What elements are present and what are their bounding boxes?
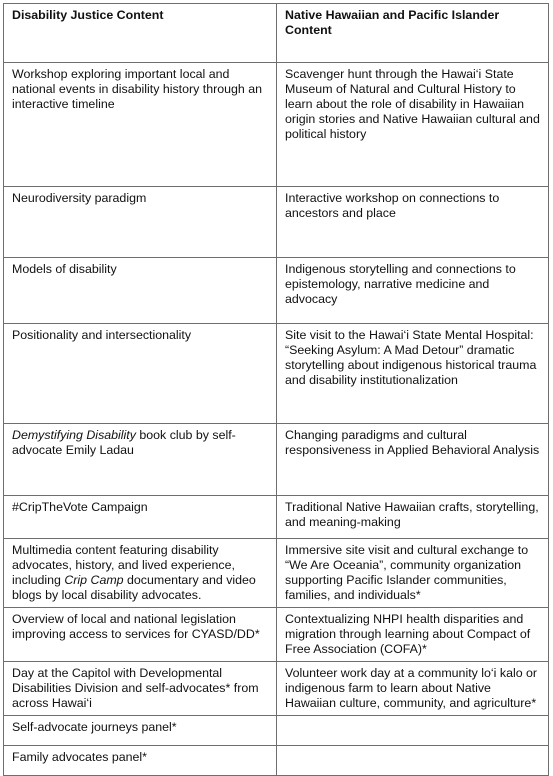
table-row	[4, 63, 549, 187]
table-row	[4, 187, 549, 258]
cell-disability-justice: Day at the Capitol with Developmental Disabilities Division and self-advocates* from across Hawai‘i	[4, 662, 277, 716]
cell-nhpi: Immersive site visit and cultural exchange to “We Are Oceania”, community organization supporting Pacific Islander communities, families, and individuals*	[277, 539, 549, 608]
cell-disability-justice: Self-advocate journeys panel*	[4, 716, 277, 746]
cell-disability-justice: Positionality and intersectionality	[4, 324, 277, 424]
table-row	[4, 424, 549, 496]
cell-nhpi: Site visit to the Hawai‘i State Mental Hospital: “Seeking Asylum: A Mad Detour” dramatic storytelling about indigenous historical trauma and disability institutionalization	[277, 324, 549, 424]
table-row	[4, 662, 549, 716]
cell-text: book club by self-advocate Emily Ladau	[12, 428, 236, 457]
table-row	[4, 716, 549, 746]
cell-text: documentary and video blogs by local disability advocates.	[12, 573, 256, 602]
cell-disability-justice: #CripTheVote Campaign	[4, 496, 277, 539]
cell-nhpi: Scavenger hunt through the Hawai‘i State Museum of Natural and Cultural History to learn about the role of disability in Hawaiian origin stories and Native Hawaiian cultural and political history	[277, 63, 549, 187]
cell-disability-justice: Workshop exploring important local and national events in disability history through an interactive timeline	[4, 63, 277, 187]
cell-disability-justice	[4, 424, 277, 496]
film-title: Crip Camp	[64, 573, 124, 587]
header-nhpi: Native Hawaiian and Pacific Islander Content	[277, 4, 549, 63]
header-disability-justice: Disability Justice Content	[4, 4, 277, 63]
table-row	[4, 324, 549, 424]
content-table	[3, 3, 549, 776]
cell-nhpi: Contextualizing NHPI health disparities and migration through learning about Compact of Free Association (COFA)*	[277, 608, 549, 662]
cell-disability-justice: Models of disability	[4, 258, 277, 324]
table-row	[4, 496, 549, 539]
book-title: Demystifying Disability	[12, 428, 136, 442]
cell-nhpi: Indigenous storytelling and connections to epistemology, narrative medicine and advocacy	[277, 258, 549, 324]
cell-disability-justice: Overview of local and national legislation improving access to services for CYASD/DD*	[4, 608, 277, 662]
cell-nhpi: Traditional Native Hawaiian crafts, storytelling, and meaning-making	[277, 496, 549, 539]
cell-disability-justice: Family advocates panel*	[4, 746, 277, 776]
cell-disability-justice	[4, 539, 277, 608]
cell-nhpi-empty	[277, 746, 549, 776]
cell-disability-justice: Neurodiversity paradigm	[4, 187, 277, 258]
cell-nhpi: Interactive workshop on connections to ancestors and place	[277, 187, 549, 258]
table-row	[4, 258, 549, 324]
table-row	[4, 746, 549, 776]
cell-text: Multimedia content featuring disability advocates, history, and lived experience, including	[12, 543, 235, 587]
table-row	[4, 608, 549, 662]
cell-nhpi: Changing paradigms and cultural responsiveness in Applied Behavioral Analysis	[277, 424, 549, 496]
cell-nhpi-empty	[277, 716, 549, 746]
cell-nhpi: Volunteer work day at a community lo‘i kalo or indigenous farm to learn about Native Hawaiian culture, community, and agriculture*	[277, 662, 549, 716]
table-row	[4, 539, 549, 608]
table-header-row	[4, 4, 549, 63]
